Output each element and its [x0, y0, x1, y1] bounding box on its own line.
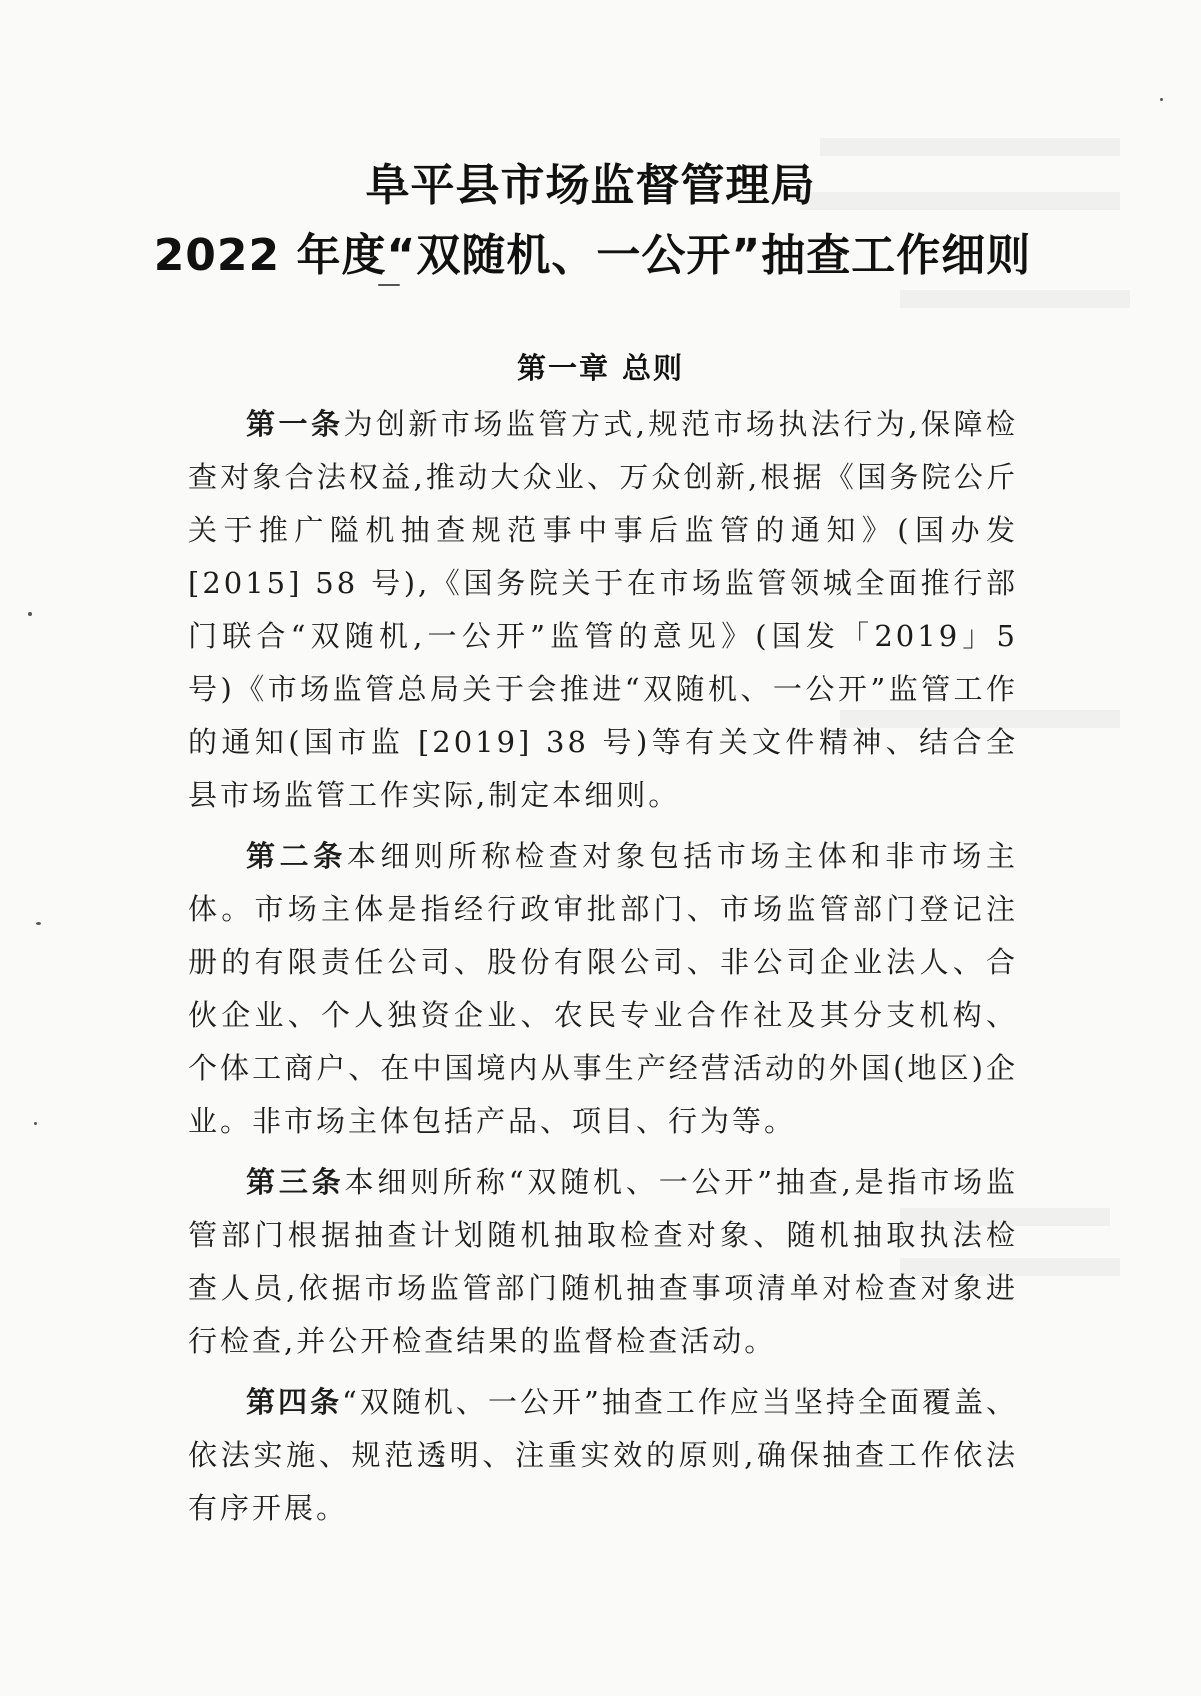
chapter-heading: 第一章 总则 [516, 351, 685, 385]
article-2 [188, 830, 1018, 1148]
scan-speck [36, 922, 41, 925]
document-title-line-2: 2022 年度“双随机、一公开”抽查工作细则 [153, 230, 1032, 281]
scan-speck [1160, 98, 1163, 101]
bleed-through-line [820, 138, 1120, 156]
article-lead: 第三条 [246, 1165, 345, 1199]
article-text: 本细则所称检查对象包括市场主体和非市场主体。市场主体是指经行政审批部门、市场监管部门登记注册的有限责任公司、股份有限公司、非公司企业法人、合伙企业、个人独资企业、农民专业合作社及其分支机构、个体工商户、在中国境内从事生产经营活动的外国(地区)企业。非市场主体包括产品、项目、行为等。 [188, 839, 1018, 1138]
scan-speck [28, 612, 32, 616]
article-text: 本细则所称“双随机、一公开”抽查,是指市场监管部门根据抽查计划随机抽取检查对象、随机抽取执法检查人员,依据市场监管部门随机抽查事项清单对检查对象进行检查,并公开检查结果的监督检查活动。 [188, 1165, 1018, 1358]
bleed-through-line [900, 290, 1130, 308]
scan-speck [378, 284, 400, 286]
article-1 [188, 398, 1018, 822]
document-body [188, 398, 1018, 1543]
article-lead: 第一条 [246, 407, 344, 441]
scan-speck [34, 1122, 37, 1125]
article-lead: 第四条 [246, 1385, 343, 1419]
document-title-line-1: 阜平县市场监督管理局 [365, 160, 816, 211]
article-4 [188, 1376, 1018, 1535]
article-text: 为创新市场监管方式,规范市场执法行为,保障检查对象合法权益,推动大众业、万众创新,根据《国务院公斤关于推广隘机抽查规范事中事后监管的通知》(国办发[2015] 58 号),《国务院关于在市场监管领城全面推行部门联合“双随机,一公开”监管的意见》(国发「2019」5 号)《市场监管总局关于会推进“双随机、一公开”监管工作的通知(国市监 [2019] 38 号)等有关文件精神、结合全县市场监管工作实际,制定本细则。 [188, 407, 1018, 812]
article-text: “双随机、一公开”抽查工作应当坚持全面覆盖、依法实施、规范透明、注重实效的原则,确保抽查工作依法有序开展。 [188, 1385, 1018, 1525]
article-3 [188, 1156, 1018, 1368]
article-lead: 第二条 [246, 839, 347, 873]
